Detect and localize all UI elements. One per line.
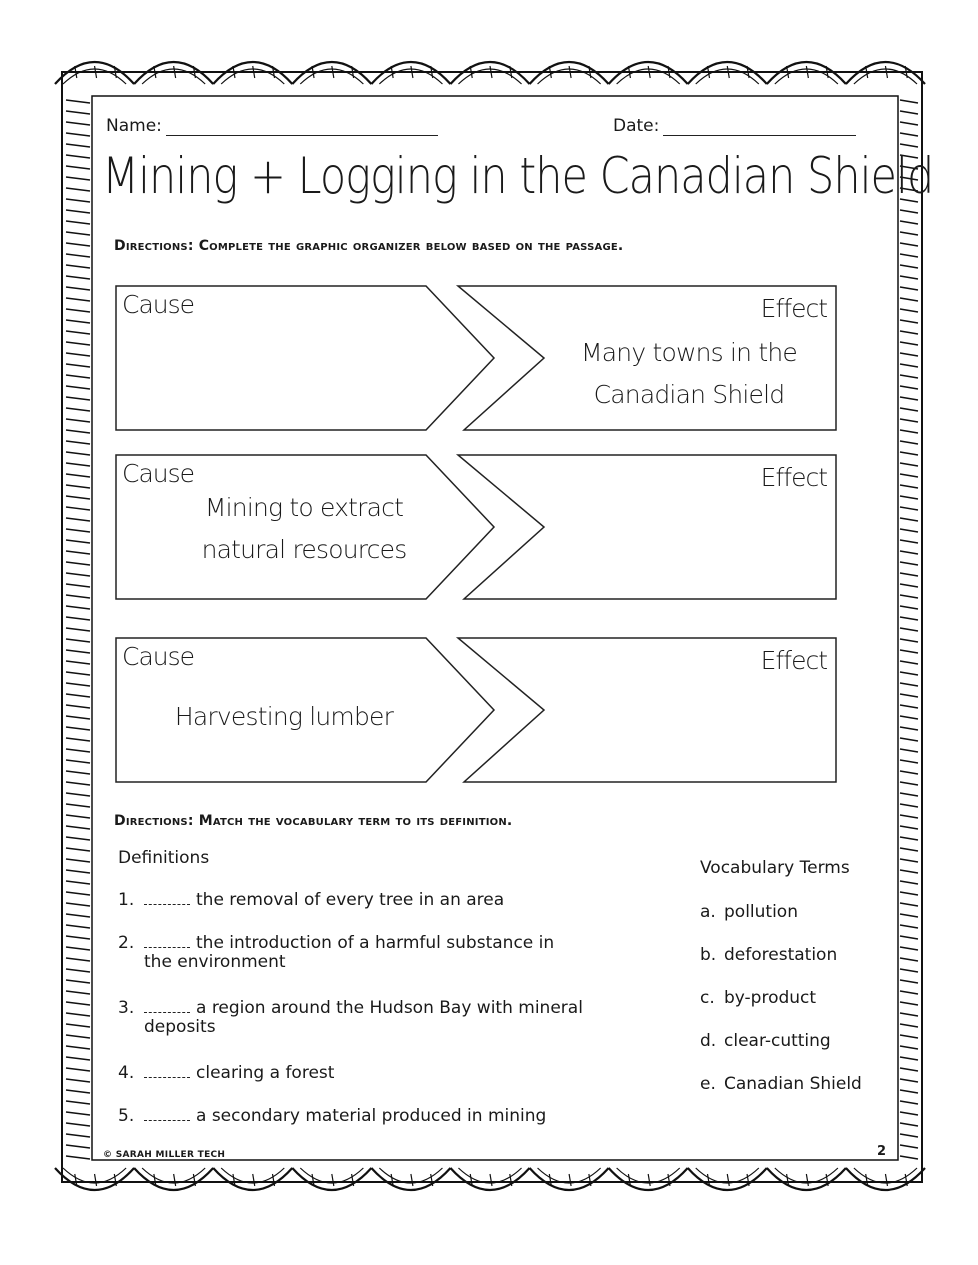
vocab-term <box>700 945 837 965</box>
vocab-letter: b. <box>700 945 717 965</box>
definition-text: the introduction of a harmful substance in <box>196 933 555 953</box>
definition-item <box>118 1064 608 1083</box>
vocab-text: clear-cutting <box>724 1031 831 1051</box>
definition-number: 2. <box>118 933 135 953</box>
cause-label: Cause <box>122 642 195 671</box>
cause-effect-row <box>114 636 839 786</box>
organizer-directions: Directions: Complete the graphic organizer below based on the passage. <box>114 238 624 254</box>
definition-item <box>118 999 608 1037</box>
effect-label: Effect <box>760 463 827 492</box>
definition-item <box>118 1107 608 1126</box>
answer-blank[interactable] <box>144 1067 190 1078</box>
name-line[interactable] <box>166 121 438 136</box>
vocab-letter: d. <box>700 1031 717 1051</box>
definitions-heading: Definitions <box>118 848 210 868</box>
cause-effect-row <box>114 453 839 603</box>
effect-text: Many towns in the Canadian Shield <box>580 338 797 409</box>
definition-text: clearing a forest <box>196 1063 335 1083</box>
vocab-term <box>700 1031 831 1051</box>
effect-label: Effect <box>760 646 827 675</box>
definition-number: 1. <box>118 890 135 910</box>
page-number: 2 <box>876 1144 886 1159</box>
name-field[interactable] <box>106 116 438 136</box>
definition-continuation: the environment <box>144 952 286 972</box>
cause-text: Mining to extract natural resources <box>201 493 407 564</box>
definition-text: the removal of every tree in an area <box>196 890 505 910</box>
vocab-heading: Vocabulary Terms <box>700 858 850 878</box>
date-field[interactable] <box>613 116 856 136</box>
name-label: Name: <box>106 116 162 136</box>
definition-text: a secondary material produced in mining <box>196 1106 547 1126</box>
definition-continuation: deposits <box>144 1017 216 1037</box>
cause-effect-row <box>114 284 839 434</box>
effect-label: Effect <box>760 294 827 323</box>
answer-blank[interactable] <box>144 1110 190 1121</box>
definition-item <box>118 891 608 910</box>
vocab-letter: e. <box>700 1074 716 1094</box>
vocab-text: deforestation <box>724 945 838 965</box>
vocab-term <box>700 988 816 1008</box>
vocab-text: by-product <box>724 988 817 1008</box>
definition-item <box>118 934 608 972</box>
page-title: Mining + Logging in the Canadian Shield <box>102 148 934 206</box>
vocab-term <box>700 1074 862 1094</box>
definition-number: 5. <box>118 1106 135 1126</box>
copyright: © SARAH MILLER TECH <box>103 1150 226 1160</box>
date-line[interactable] <box>663 121 856 136</box>
vocab-text: pollution <box>724 902 798 922</box>
cause-label: Cause <box>122 459 195 488</box>
cause-text: Harvesting lumber <box>174 702 394 731</box>
vocab-text: Canadian Shield <box>724 1074 862 1094</box>
vocab-letter: c. <box>700 988 715 1008</box>
vocab-term <box>700 902 798 922</box>
answer-blank[interactable] <box>144 937 190 948</box>
answer-blank[interactable] <box>144 1002 190 1013</box>
definition-number: 4. <box>118 1063 135 1083</box>
answer-blank[interactable] <box>144 894 190 905</box>
cause-label: Cause <box>122 290 195 319</box>
matching-directions: Directions: Match the vocabulary term to its definition. <box>114 813 513 829</box>
definition-text: a region around the Hudson Bay with mineral <box>196 998 583 1018</box>
worksheet-page <box>100 96 934 1160</box>
vocab-letter: a. <box>700 902 716 922</box>
definition-number: 3. <box>118 998 135 1018</box>
date-label: Date: <box>613 116 660 136</box>
